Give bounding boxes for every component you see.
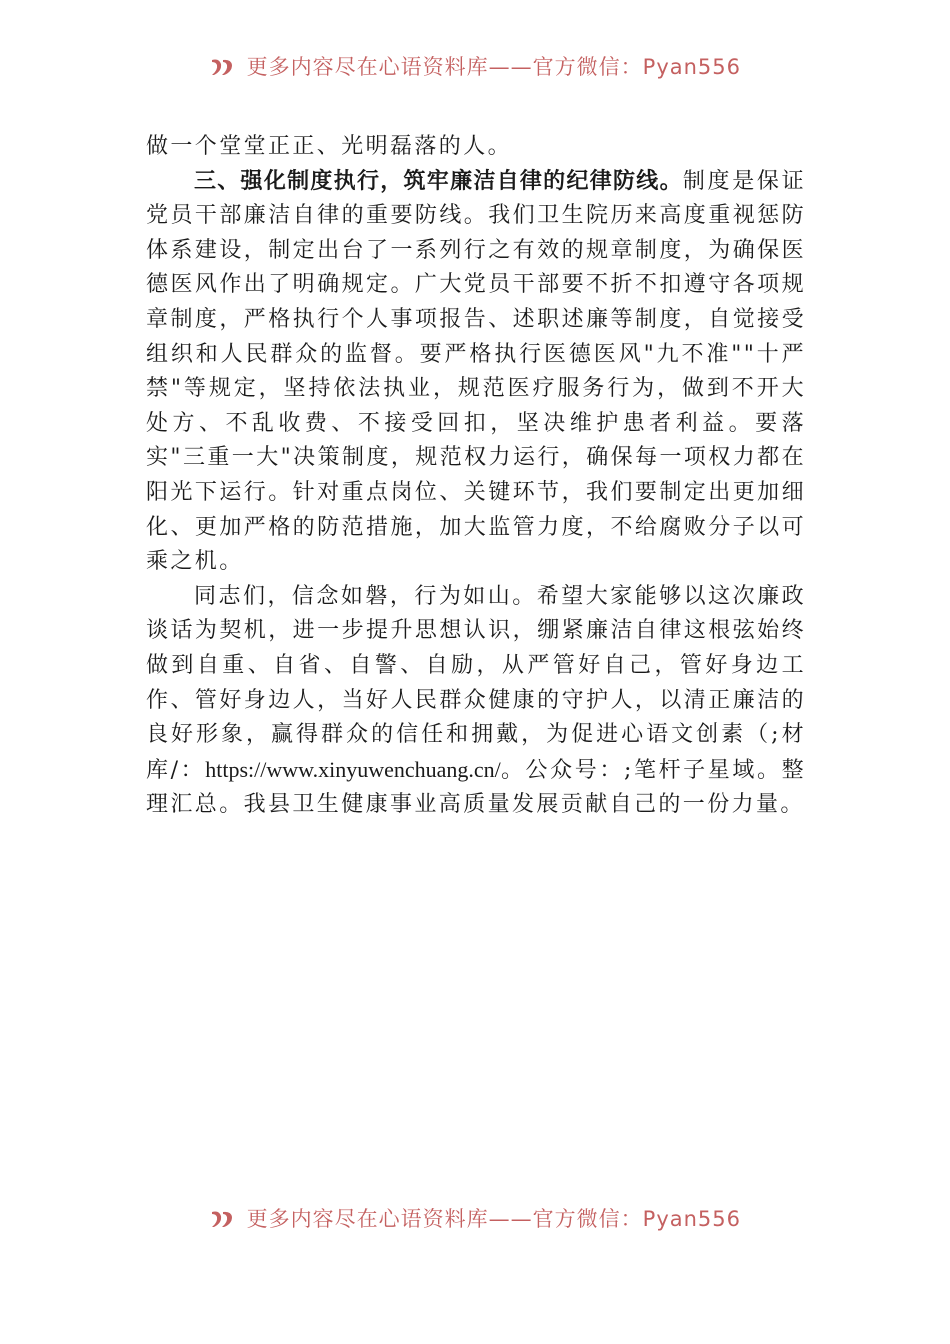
paragraph-section-three	[146, 165, 806, 580]
watermark-text: 更多内容尽在心语资料库——官方微信：Pyan556	[246, 1208, 742, 1231]
footer-watermark	[0, 1208, 950, 1234]
section-heading: 三、强化制度执行，筑牢廉洁自律的纪律防线。	[194, 168, 683, 194]
paragraph-text: 。公众号：;笔杆子星域。整理汇总。我县卫生健康事业高质量发展贡献自己的一份力量。	[146, 757, 806, 818]
source-url: https://www.xinyuwenchuang.cn/	[205, 756, 501, 782]
header-watermark	[0, 56, 950, 82]
paragraph-text: 做一个堂堂正正、光明磊落的人。	[146, 134, 513, 159]
watermark-logo-icon	[209, 1208, 235, 1234]
paragraph-text: 制度是保证党员干部廉洁自律的重要防线。我们卫生院历来高度重视惩防体系建设，制定出台了一系列行之有效的规章制度，为确保医德医风作出了明确规定。广大党员干部要不折不扣遵守各项规章制度，严格执行个人事项报告、述职述廉等制度，自觉接受组织和人民群众的监督。要严格执行医德医风"九不准""十严禁"等规定，坚持依法执业，规范医疗服务行为，做到不开大处方、不乱收费、不接受回扣，坚决维护患者利益。要落实"三重一大"决策制度，规范权力运行，确保每一项权力都在阳光下运行。针对重点岗位、关键环节，我们要制定出更加细化、更加严格的防范措施，加大监管力度，不给腐败分子以可乘之机。	[146, 168, 806, 575]
document-body	[146, 130, 806, 823]
watermark-logo-icon	[209, 56, 235, 82]
watermark-text: 更多内容尽在心语资料库——官方微信：Pyan556	[246, 56, 742, 79]
paragraph-text: 同志们，信念如磐，行为如山。希望大家能够以这次廉政谈话为契机，进一步提升思想认识，绷紧廉洁自律这根弦始终做到自重、自省、自警、自励，从严管好自己，管好身边工作、管好身边人，当好人民群众健康的守护人，以清正廉洁的良好形象，赢得群众的信任和拥戴，为促进心语文创素（;材库/：	[146, 583, 806, 783]
paragraph-closing-line	[146, 130, 806, 165]
paragraph-conclusion	[146, 580, 806, 823]
